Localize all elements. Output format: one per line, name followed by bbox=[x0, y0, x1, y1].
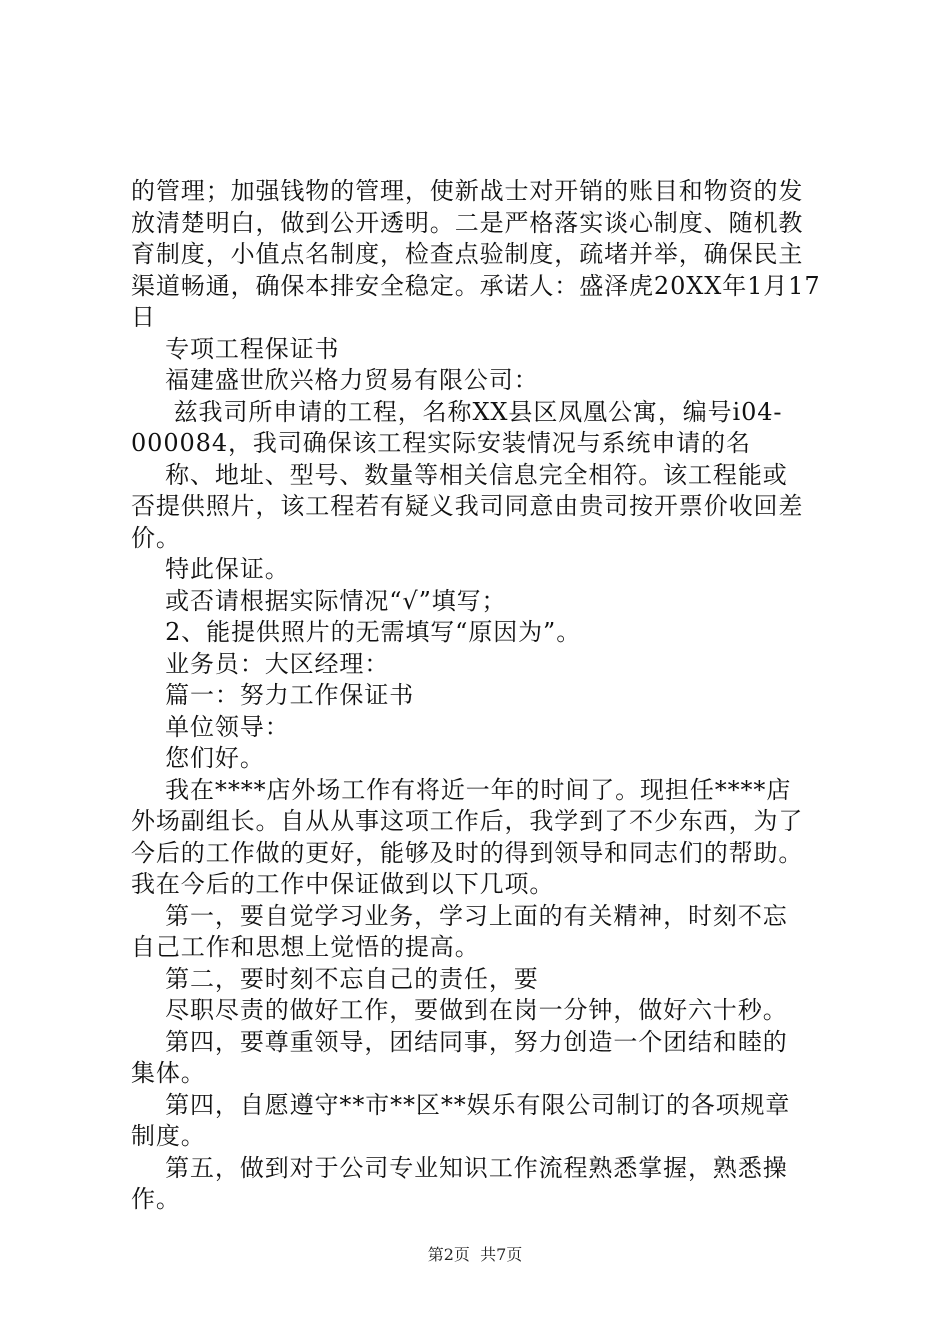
text-line: 第一，要自觉学习业务，学习上面的有关精神，时刻不忘 bbox=[131, 901, 788, 930]
text-line: 或否请根据实际情况“√”填写； bbox=[131, 586, 507, 615]
section-title: 篇一：努力工作保证书 bbox=[131, 681, 415, 709]
section-title: 专项工程保证书 bbox=[131, 334, 340, 363]
text-line: 的管理；加强钱物的管理，使新战士对开销的账目和物资的发 bbox=[131, 177, 804, 205]
text-line: 尽职尽责的做好工作，要做到在岗一分钟，做好六十秒。 bbox=[131, 996, 788, 1024]
signature-line: 业务员：大区经理： bbox=[131, 649, 390, 678]
text-line: 我在今后的工作中保证做到以下几项。 bbox=[131, 870, 555, 898]
text-line: 称、地址、型号、数量等相关信息完全相符。该工程能或 bbox=[131, 460, 788, 489]
text-line: 2、能提供照片的无需填写“原因为”。 bbox=[131, 618, 582, 646]
text-line: 集体。 bbox=[131, 1059, 206, 1087]
text-line: 第二，要时刻不忘自己的责任，要 bbox=[131, 964, 539, 993]
text-line: 价。 bbox=[131, 523, 181, 552]
text-line: 兹我司所申请的工程，名称XX县区凤凰公寓，编号i04- bbox=[131, 397, 783, 426]
page-number: 第2页 共7页 bbox=[427, 1245, 523, 1264]
document-body bbox=[131, 176, 831, 1216]
text-line: 第四，自愿遵守**市**区**娱乐有限公司制订的各项规章 bbox=[131, 1090, 791, 1119]
text-line: 第五，做到对于公司专业知识工作流程熟悉掌握，熟悉操 bbox=[131, 1153, 788, 1182]
text-line: 制度。 bbox=[131, 1122, 206, 1150]
text-line: 今后的工作做的更好，能够及时的得到领导和同志们的帮助。 bbox=[131, 838, 804, 867]
text-line: 育制度，小值点名制度，检查点验制度，疏堵并举，确保民主 bbox=[131, 240, 804, 268]
text-line: 否提供照片，该工程若有疑义我司同意由贵司按开票价收回差 bbox=[131, 492, 804, 520]
text-line: 000084，我司确保该工程实际安装情况与系统申请的名 bbox=[131, 429, 751, 457]
text-line: 自己工作和思想上觉悟的提高。 bbox=[131, 933, 480, 961]
text-line: 第四，要尊重领导，团结同事，努力创造一个团结和睦的 bbox=[131, 1027, 788, 1056]
text-line: 我在****店外场工作有将近一年的时间了。现担任****店 bbox=[131, 775, 792, 804]
addressee-line: 福建盛世欣兴格力贸易有限公司： bbox=[131, 366, 539, 394]
text-line: 作。 bbox=[131, 1185, 181, 1213]
addressee-line: 单位领导： bbox=[131, 712, 290, 741]
text-line: 特此保证。 bbox=[131, 555, 290, 583]
greeting-line: 您们好。 bbox=[131, 744, 265, 772]
text-line: 日 bbox=[131, 303, 156, 331]
text-line: 渠道畅通，确保本排安全稳定。承诺人：盛泽虎20XX年1月17 bbox=[131, 271, 821, 300]
text-line: 放清楚明白，做到公开透明。二是严格落实谈心制度、随机教 bbox=[131, 208, 804, 237]
text-line: 外场副组长。自从从事这项工作后，我学到了不少东西，为了 bbox=[131, 807, 804, 835]
